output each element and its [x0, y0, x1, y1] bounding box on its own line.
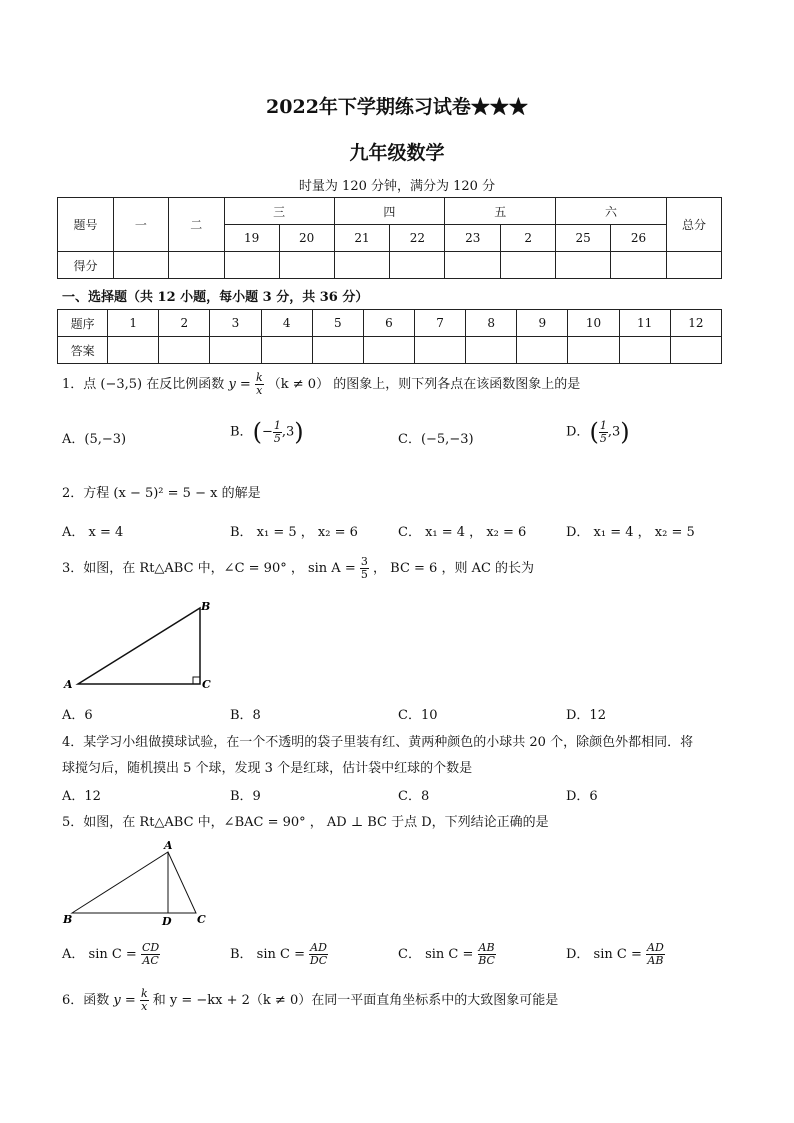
q1-text: 1．点 [62, 377, 97, 392]
answer-number: 4 [261, 310, 312, 337]
score-group: 二 [168, 198, 224, 252]
question-2-stem: 2．方程 (x − 5)² = 5 − x 的解是 [62, 486, 261, 501]
q3-option-c[interactable]: C．10 [398, 708, 438, 723]
question-1-stem [62, 372, 580, 397]
answer-table [57, 309, 722, 364]
q1-option-a[interactable]: A．(5,−3) [62, 432, 127, 447]
q5-option-b[interactable]: B． sin C = $\frac{AD}{DC}$ [230, 941, 328, 967]
label-c: C [202, 678, 211, 691]
q2-option-b[interactable]: B． x₁ = 5 ， x₂ = 6 [230, 525, 358, 540]
answer-cell[interactable] [619, 337, 670, 364]
answer-number: 6 [363, 310, 414, 337]
q5-option-c[interactable]: C． sin C = $\frac{AB}{BC}$ [398, 941, 495, 967]
score-question-number: 20 [279, 225, 334, 252]
score-cell[interactable] [445, 252, 501, 279]
q3-triangle-figure [60, 596, 220, 692]
score-cell[interactable] [113, 252, 168, 279]
answer-cell[interactable] [414, 337, 465, 364]
label-c: C [197, 913, 206, 926]
q6-text: 6．函数 [62, 993, 110, 1008]
answer-number: 1 [108, 310, 159, 337]
score-row-label: 得分 [58, 252, 114, 279]
q1-d-fraction: $\frac{1}{5}$ [599, 418, 607, 445]
score-group: 五 [445, 198, 556, 225]
answer-col-label: 题序 [58, 310, 108, 337]
q1-text: 在反比例函数 [146, 377, 225, 392]
q1-b-fraction: $\frac{1}{5}$ [273, 418, 281, 445]
answer-cell[interactable] [670, 337, 721, 364]
score-cell[interactable] [168, 252, 224, 279]
answer-row-label: 答案 [58, 337, 108, 364]
q5-triangle-figure [58, 838, 218, 930]
answer-cell[interactable] [363, 337, 414, 364]
q1-option-c[interactable]: C．(−5,−3) [398, 432, 474, 447]
q4-option-d[interactable]: D．6 [566, 789, 598, 804]
answer-number: 10 [568, 310, 619, 337]
score-group: 四 [334, 198, 445, 225]
question-4-line-2: 球搅匀后，随机摸出 5 个球，发现 3 个是红球，估计袋中红球的个数是 [62, 761, 473, 776]
q2-option-c[interactable]: C． x₁ = 4 ， x₂ = 6 [398, 525, 527, 540]
label-a: A [64, 678, 73, 691]
score-group: 三 [224, 198, 334, 225]
page-subtitle: 九年级数学 [349, 142, 445, 164]
question-4-line-1: 4．某学习小组做摸球试验，在一个不透明的袋子里装有红、黄两种颜色的小球共 20 个，除颜色外都相同．将 [62, 735, 694, 750]
q6-function: y = [113, 993, 136, 1008]
q1-option-b[interactable]: B．(− $\frac{1}{5}$ ,3) [230, 418, 304, 446]
score-cell[interactable] [390, 252, 445, 279]
label-a: A [164, 839, 173, 852]
score-question-number: 22 [390, 225, 445, 252]
question-3-stem [62, 556, 534, 581]
answer-number: 8 [466, 310, 517, 337]
q4-option-c[interactable]: C．8 [398, 789, 430, 804]
score-question-number: 23 [445, 225, 501, 252]
triangle-abc [78, 608, 200, 684]
exam-meta: 时量为 120 分钟，满分为 120 分 [298, 179, 496, 194]
score-cell[interactable] [224, 252, 279, 279]
q3-option-d[interactable]: D．12 [566, 708, 606, 723]
answer-cell[interactable] [261, 337, 312, 364]
score-col-label: 题号 [58, 198, 114, 252]
question-5-stem: 5．如图，在 Rt△ABC 中，∠BAC = 90° ， AD ⊥ BC 于点 D，下列结论正确的是 [62, 815, 549, 830]
score-cell[interactable] [501, 252, 556, 279]
q3-text: 3．如图，在 Rt△ABC 中，∠C = 90° ， sin A = [62, 561, 356, 576]
section-heading: 一、选择题（共 12 小题，每小题 3 分，共 36 分） [62, 290, 369, 305]
score-question-number: 21 [334, 225, 390, 252]
score-table [57, 197, 722, 279]
q3-option-b[interactable]: B．8 [230, 708, 261, 723]
q2-option-d[interactable]: D． x₁ = 4 ， x₂ = 5 [566, 525, 695, 540]
q3-option-a[interactable]: A．6 [62, 708, 93, 723]
answer-number: 11 [619, 310, 670, 337]
label-b: B [63, 913, 73, 926]
q5-option-a[interactable]: A． sin C = $\frac{CD}{AC}$ [62, 941, 160, 967]
q4-option-b[interactable]: B．9 [230, 789, 261, 804]
answer-cell[interactable] [108, 337, 159, 364]
score-cell[interactable] [666, 252, 721, 279]
score-question-number: 25 [556, 225, 611, 252]
q4-option-a[interactable]: A．12 [62, 789, 101, 804]
answer-cell[interactable] [517, 337, 568, 364]
score-group: 一 [113, 198, 168, 252]
score-question-number: 26 [611, 225, 667, 252]
answer-number: 3 [210, 310, 261, 337]
right-angle-mark [193, 677, 200, 684]
q1-text: 的图象上，则下列各点在该函数图象上的是 [333, 377, 581, 392]
answer-number: 5 [312, 310, 363, 337]
label-d: D [162, 915, 172, 928]
q6-text: 和 y = −kx + 2（k ≠ 0）在同一平面直角坐标系中的大致图象可能是 [152, 993, 559, 1008]
question-6-stem [62, 988, 558, 1013]
answer-cell[interactable] [210, 337, 261, 364]
answer-number: 9 [517, 310, 568, 337]
answer-cell[interactable] [568, 337, 619, 364]
score-total-label: 总分 [666, 198, 721, 252]
label-b: B [201, 600, 211, 613]
answer-cell[interactable] [312, 337, 363, 364]
score-cell[interactable] [279, 252, 334, 279]
score-question-number: 19 [224, 225, 279, 252]
q2-option-a[interactable]: A． x = 4 [62, 525, 124, 540]
answer-number: 12 [670, 310, 721, 337]
score-cell[interactable] [556, 252, 611, 279]
answer-cell[interactable] [466, 337, 517, 364]
q1-option-d[interactable]: D．( $\frac{1}{5}$ ,3) [566, 418, 630, 446]
score-group: 六 [556, 198, 667, 225]
q3-fraction: $\frac{3}{5}$ [360, 555, 368, 581]
triangle-abc [72, 852, 196, 913]
q1-point: (−3,5) [100, 377, 143, 392]
score-question-number: 2 [501, 225, 556, 252]
answer-number: 2 [159, 310, 210, 337]
q1-condition: （k ≠ 0） [267, 377, 330, 392]
q1-function: y = [228, 377, 251, 392]
answer-number: 7 [414, 310, 465, 337]
q5-option-d[interactable]: D． sin C = $\frac{AD}{AB}$ [566, 941, 664, 967]
q1-fraction: $\frac{k}{x}$ [255, 371, 263, 397]
score-cell[interactable] [334, 252, 390, 279]
answer-cell[interactable] [159, 337, 210, 364]
q6-fraction: $\frac{k}{x}$ [140, 987, 148, 1013]
page-title: 2022年下学期练习试卷★★★ [266, 96, 528, 118]
score-cell[interactable] [611, 252, 667, 279]
q3-text: ， BC = 6 ，则 AC 的长为 [373, 561, 535, 576]
